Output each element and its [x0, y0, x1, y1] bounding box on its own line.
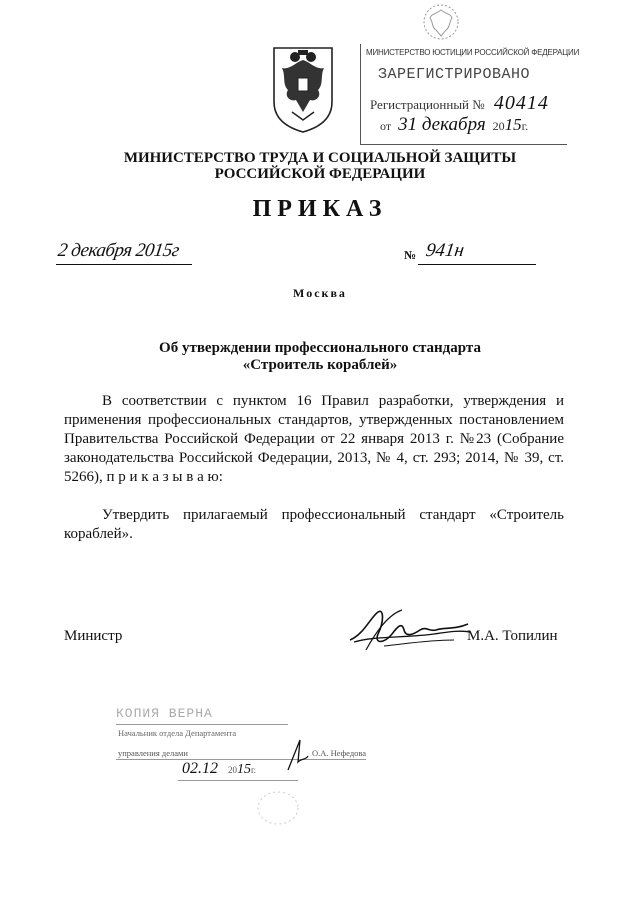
order-subject-line2: «Строитель кораблей»: [242, 357, 398, 373]
copy-stamp-year: 15: [237, 762, 251, 777]
registration-stamp: [356, 2, 580, 152]
registration-date-value: 31 декабря: [398, 114, 486, 135]
handwritten-signature: [344, 600, 472, 666]
copy-stamp-signature: [280, 736, 310, 772]
order-body: [64, 392, 564, 544]
signatory-name: М.А. Топилин: [467, 628, 558, 644]
registration-status: ЗАРЕГИСТРИРОВАНО: [378, 66, 531, 83]
ministry-title-line1: МИНИСТЕРСТВО ТРУДА И СОЦИАЛЬНОЙ ЗАЩИТЫ: [123, 150, 517, 166]
ministry-title-line2: РОССИЙСКОЙ ФЕДЕРАЦИИ: [214, 166, 426, 182]
registration-date-row: [380, 114, 528, 136]
registration-date-prefix: от: [380, 119, 392, 133]
document-type-heading: ПРИКАЗ: [252, 196, 388, 222]
registration-seal-emblem: [420, 2, 462, 42]
copy-stamp-year-prefix: 20: [228, 765, 237, 775]
copy-stamp-rule: [178, 780, 298, 781]
copy-stamp-date-row: [182, 760, 256, 778]
copy-stamp-year-suffix: г.: [251, 765, 256, 775]
copy-stamp-rule: [116, 724, 288, 725]
order-number-field: [418, 240, 536, 265]
coat-of-arms-emblem: [268, 40, 338, 136]
copy-stamp-faint-seal: [254, 788, 302, 828]
city-label: Москва: [293, 286, 347, 300]
registration-year-end: г.: [521, 119, 529, 133]
copy-stamp-signer: О.А. Нефедова: [312, 748, 367, 758]
copy-stamp-department-row: [118, 748, 368, 758]
registration-year-prefix: 20: [492, 119, 505, 133]
body-paragraph-preamble: В соответствии с пунктом 16 Правил разработки, утверждения и применения профессиональных стандартов, утвержденных постановлением Правительства Российской Федерации от 22 января 2013 г. №23 (Собрание законодательства Российской Федерации, 2013, № 4, ст. 293; 2014, № 39, ст. 5266), п р и к а з ы в а ю:: [64, 393, 564, 485]
copy-stamp-department: управления делами: [118, 748, 188, 758]
order-number-sign: №: [404, 248, 417, 262]
ministry-title: [0, 150, 640, 182]
body-paragraph-decision: Утвердить прилагаемый профессиональный стандарт «Строитель кораблей».: [64, 507, 564, 542]
registration-number-label: Регистрационный №: [370, 97, 485, 112]
order-number-value: 941н: [424, 240, 466, 261]
order-subject: [0, 340, 640, 374]
copy-stamp-title: КОПИЯ ВЕРНА: [116, 706, 213, 721]
order-subject-line1: Об утверждении профессионального стандарта: [159, 340, 481, 356]
registration-number-row: [370, 92, 549, 115]
copy-certification-stamp: [112, 702, 370, 822]
registration-number-value: 40414: [493, 92, 549, 114]
copy-stamp-position: Начальник отдела Департамента: [118, 728, 237, 738]
registration-year-suffix: 15: [504, 115, 522, 134]
copy-stamp-date: 02.12: [182, 760, 218, 777]
registration-ministry-line: МИНИСТЕРСТВО ЮСТИЦИИ РОССИЙСКОЙ ФЕДЕРАЦИИ: [366, 48, 580, 57]
order-date-value: 2 декабря 2015г: [56, 240, 181, 261]
order-date-field: [56, 240, 192, 265]
signatory-role: Министр: [64, 628, 123, 644]
